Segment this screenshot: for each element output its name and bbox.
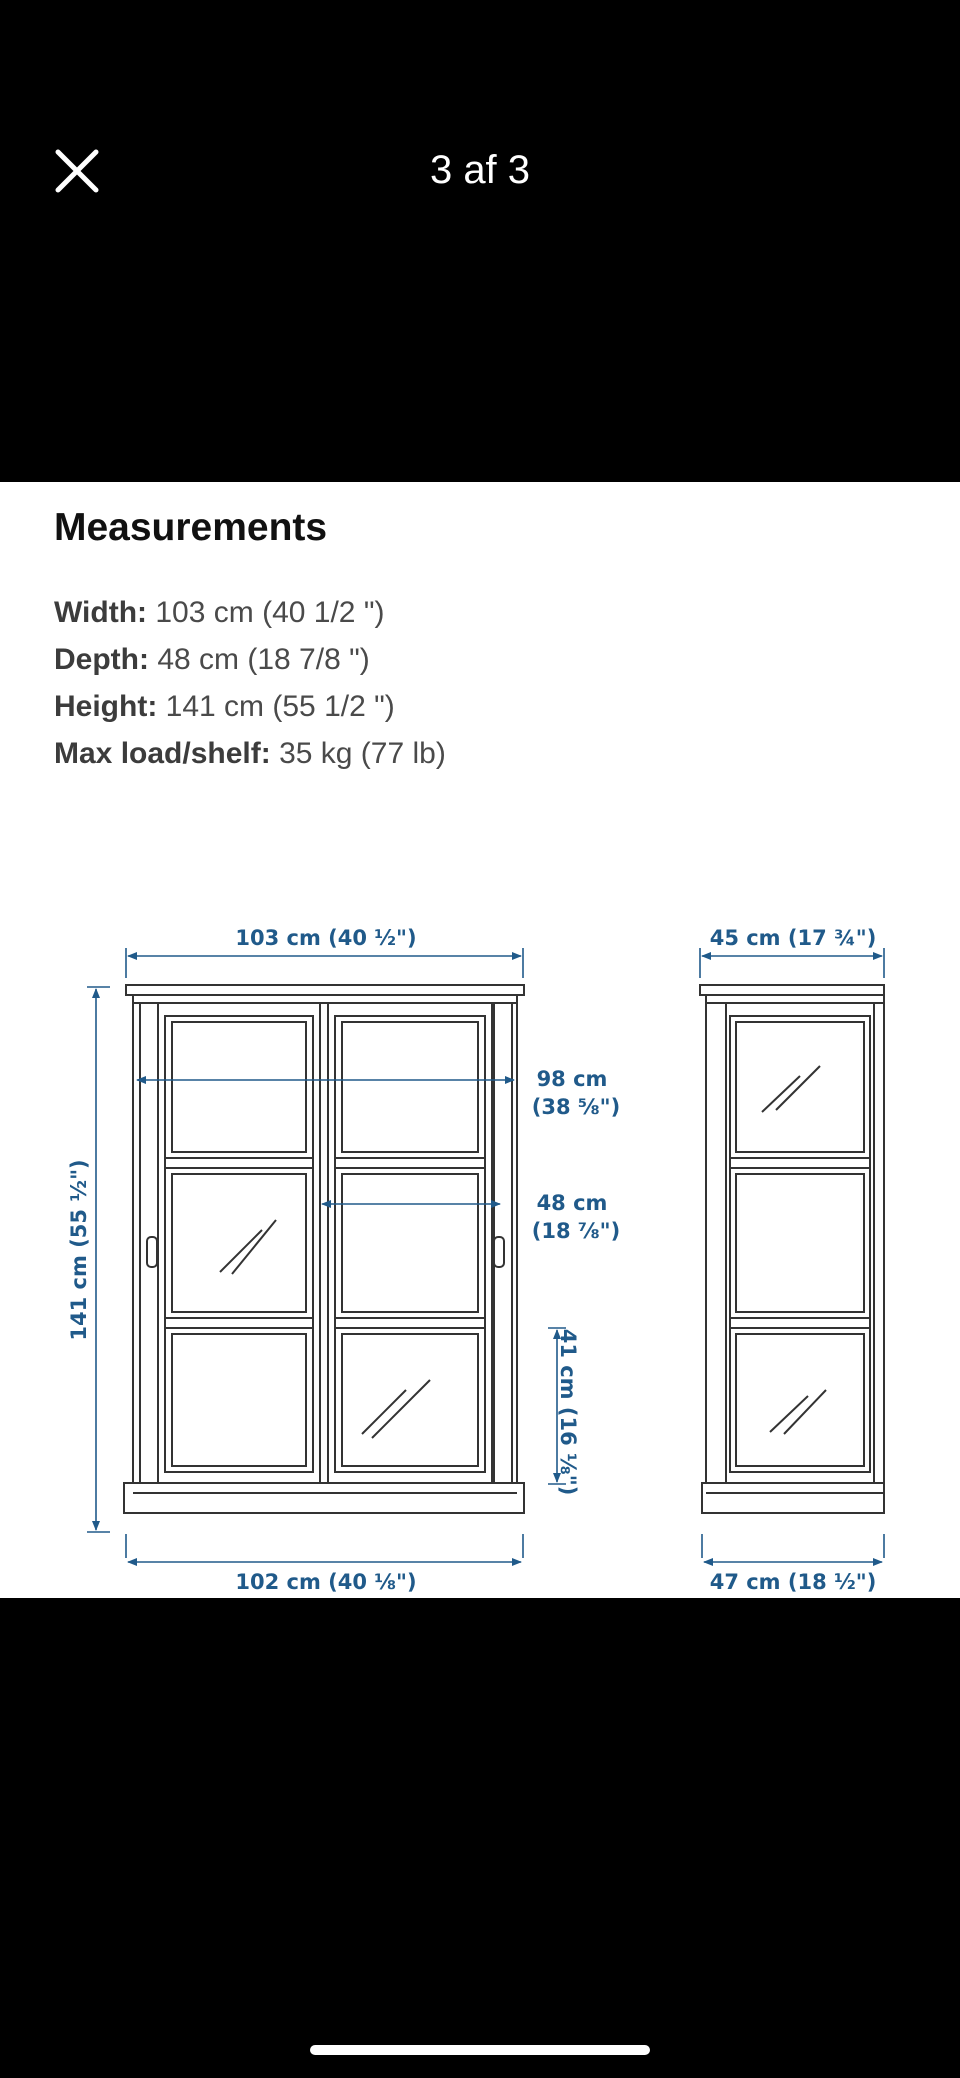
page-counter: 3 af 3 [429, 148, 531, 192]
spec-value: 48 cm (18 7/8 ") [157, 643, 370, 676]
dim-front-bottom-width: 102 cm (40 ⅛") [235, 1570, 417, 1594]
dim-inner-depth-1: 48 cm [536, 1191, 608, 1215]
home-indicator[interactable] [310, 2045, 650, 2055]
dimension-drawing [0, 482, 960, 1598]
dim-side-top-depth: 45 cm (17 ¾") [709, 926, 877, 950]
spec-value: 103 cm (40 1/2 ") [155, 596, 385, 629]
spec-label: Height: [54, 690, 158, 723]
side-view [700, 985, 884, 1513]
front-view [124, 985, 524, 1513]
spec-label: Width: [54, 596, 148, 629]
spec-label: Depth: [54, 643, 149, 676]
dim-inner-width-2: (38 ⅝") [531, 1095, 621, 1119]
dim-side-bottom-depth: 47 cm (18 ½") [709, 1570, 877, 1594]
product-image[interactable] [0, 482, 960, 1598]
spec-value: 141 cm (55 1/2 ") [165, 690, 395, 723]
dim-shelf-height: 41 cm (16 ⅛") [556, 1328, 580, 1496]
glass-reflection-icon [762, 1066, 826, 1434]
dim-inner-depth-2: (18 ⅞") [531, 1219, 621, 1243]
dim-inner-width-1: 98 cm [536, 1067, 608, 1091]
dim-height: 141 cm (55 ½") [67, 1159, 91, 1341]
dim-front-top-width: 103 cm (40 ½") [235, 926, 417, 950]
spec-value: 35 kg (77 lb) [279, 737, 446, 770]
spec-label: Max load/shelf: [54, 737, 271, 770]
viewer-header [0, 0, 960, 482]
measurements-heading: Measurements [54, 506, 328, 549]
